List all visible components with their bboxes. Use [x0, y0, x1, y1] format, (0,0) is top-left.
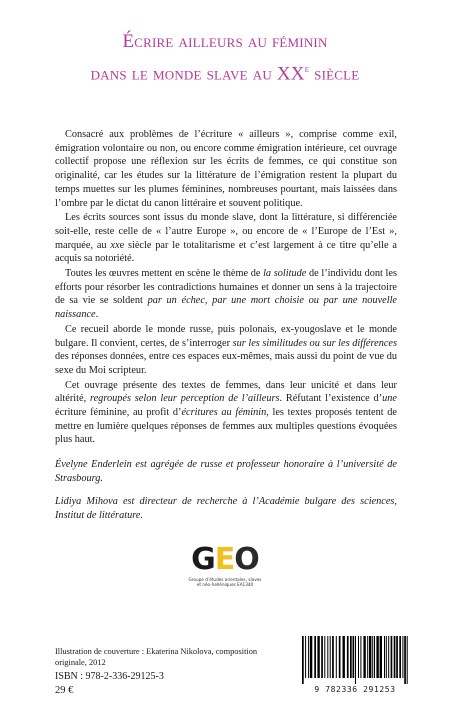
paragraph-text: e siècle par le totalitarisme et c’est largement à ce titre qu’elle a acquis sa notoriété. [55, 239, 397, 265]
emphasis-text: une [382, 393, 397, 405]
barcode-bar [350, 636, 352, 678]
barcode-bar [374, 636, 375, 678]
geo-logo-icon: GEO [191, 542, 259, 577]
barcode-bar [327, 636, 328, 678]
paragraph-text: Cet ouvrage présente des textes de femmes, dans leur unicité et dans leur altérité, [55, 379, 397, 405]
book-title [0, 28, 450, 88]
summary-paragraph [55, 323, 397, 378]
summary-paragraph [55, 128, 397, 210]
barcode-bar [391, 636, 393, 678]
paragraph-text: de l’individu dont les efforts pour résorber les contradictions humaines et donner un sens à la trajectoire de sa vie se soldent [55, 268, 397, 307]
barcode-bar [402, 636, 403, 678]
barcode [294, 636, 416, 694]
barcode-bar [305, 636, 306, 678]
paragraph-text: Consacré aux problèmes de l’écriture « ailleurs », comprise comme exil, émigration volontaire ou non, ou encore comme émigration intérieure, cet ouvrage collectif propose une réflexion sur les écrits de femmes, ce qui constitue son originalité, car les études sur la littérature de l’émigration restent la plupart du temps muettes sur les plumes féminines, nombreuses pourtant, mais laissées dans l’ombre par le dictat du canon littéraire et souvent politique. [55, 129, 397, 209]
paragraph-text: . Réfutant l’existence d’ [279, 393, 383, 405]
barcode-bar [339, 636, 341, 678]
paragraph-text: Les écrits sources sont issus du monde slave, dont la littérature, si différenciée soit-elle, reste celle de « l’autre Europe », ou encore de « l’Europe de l’Est », marquée, au [55, 212, 397, 251]
barcode-bar [321, 636, 323, 678]
emphasis-text: écritures au féminin [181, 407, 267, 419]
barcode-number: 9 782336 291253 [314, 685, 396, 694]
barcode-bar [324, 636, 325, 678]
barcode-bar [372, 636, 373, 678]
barcode-bar [353, 636, 355, 678]
barcode-bar [386, 636, 387, 678]
barcode-bar [308, 636, 309, 678]
emphasis-text: sur les similitudes ou sur les différences [232, 337, 397, 349]
barcode-bar [369, 636, 371, 678]
paragraph-text: , les textes proposés tentent de mettre en lumière quelques réponses de femmes aux multiples questions évoquées plus haut. [55, 407, 397, 446]
barcode-bar [396, 636, 398, 678]
emphasis-text: xx [110, 239, 120, 251]
author-bio-2: Lidiya Mihova est directeur de recherche à l’Académie bulgare des sciences, Institut de littérature. [55, 496, 397, 522]
barcode-bar [376, 636, 378, 678]
barcode-bar [347, 636, 349, 678]
price: 29 € [55, 685, 74, 696]
barcode-bar [336, 636, 337, 678]
cover-illustration-credit: Illustration de couverture : Ekaterina Nikolova, composition originale, 2012 [55, 647, 258, 667]
barcode-bars-icon [294, 636, 416, 684]
logo-subtitle: Groupe d’études orientales, slaves et néo-helléniques EA1340 [188, 577, 262, 587]
barcode-bar [388, 636, 389, 678]
barcode-bar [332, 636, 334, 678]
paragraph-text: Toutes les œuvres mettent en scène le thème de [65, 268, 264, 280]
summary-paragraph [55, 267, 397, 322]
summary-paragraph [55, 379, 397, 448]
title-line-1: Écrire ailleurs au féminin [122, 31, 328, 52]
emphasis-text: par un échec, par une mort choisie ou par une nouvelle naissance [55, 295, 398, 321]
barcode-bar [394, 636, 396, 678]
barcode-bar [363, 636, 365, 678]
paragraph-text: . [95, 309, 99, 321]
barcode-bar [343, 636, 345, 678]
barcode-bar [380, 636, 382, 678]
barcode-bar [384, 636, 385, 678]
paragraph-text: écriture féminine, au profit d’ [55, 407, 182, 419]
isbn: ISBN : 978-2-336-29125-3 [55, 671, 164, 682]
barcode-bar [367, 636, 368, 678]
author-bios [55, 458, 397, 533]
barcode-bar [330, 636, 331, 678]
barcode-bar [310, 636, 312, 678]
author-bio-1: Évelyne Enderlein est agrégée de russe et professeur honoraire à l’université de Strasbourg. [55, 459, 397, 484]
publisher-logo [186, 544, 264, 587]
title-line-2: dans le monde slave au XXe siècle [90, 63, 360, 85]
barcode-bar [302, 636, 304, 684]
emphasis-text: regroupés selon leur perception de l’ailleurs [89, 393, 280, 405]
barcode-bar [358, 636, 359, 678]
barcode-bar [314, 636, 316, 678]
barcode-bar [360, 636, 361, 678]
barcode-bar [355, 636, 356, 684]
emphasis-text: la solitude [263, 268, 307, 280]
back-cover-summary [55, 128, 397, 447]
barcode-bar [404, 636, 406, 684]
paragraph-text: des réponses données, entre ces espaces eux-mêmes, mais aussi du point de vue du sexe du Moi scripteur. [55, 351, 397, 376]
summary-paragraph [55, 211, 397, 266]
barcode-bar [399, 636, 401, 678]
barcode-bar [317, 636, 319, 678]
barcode-bar [407, 636, 408, 684]
paragraph-text: Ce recueil aborde le monde russe, puis polonais, ex-yougoslave et le monde bulgare. Il convient, certes, de s’interroger [55, 323, 397, 349]
